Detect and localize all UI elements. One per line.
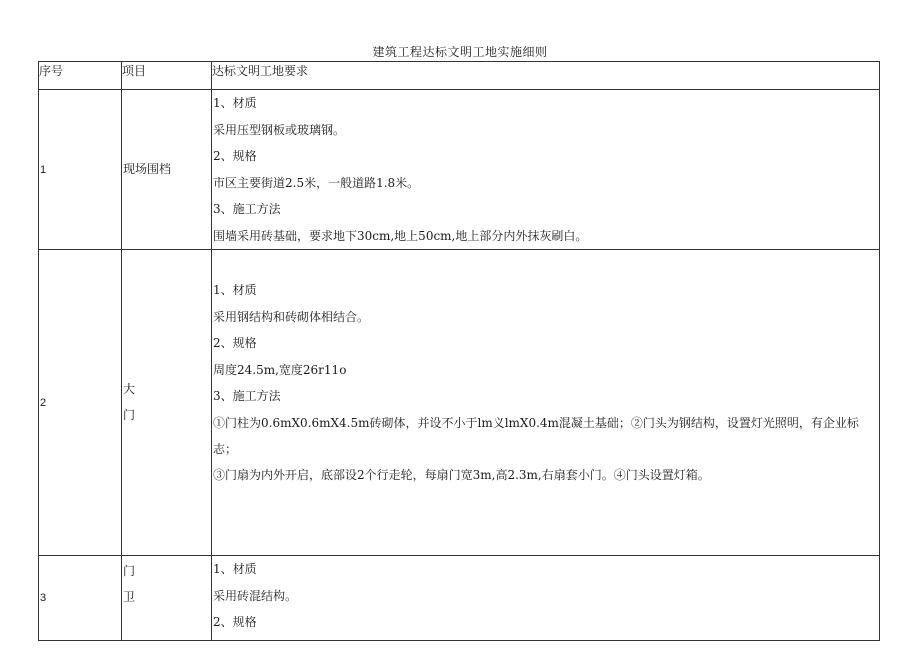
requirement-line: 2、规格 [213, 149, 257, 163]
requirement-line: 3、施工方法 [213, 202, 281, 216]
row-item: 现场围档 [122, 90, 212, 250]
row-seq: 3 [39, 556, 122, 641]
item-char: 门 [123, 564, 136, 578]
requirement-line: ①门柱为0.6mX0.6mX4.5m砖砌体，并设不小于lm义lmX0.4m混凝土基础；②门头为钢结构，设置灯光照明，有企业标志； [213, 415, 859, 456]
header-requirements: 达标文明工地要求 [212, 62, 880, 90]
requirement-line: 1、材质 [213, 96, 257, 110]
requirement-line: 采用钢结构和砖砌体相结合。 [213, 309, 370, 324]
requirement-line: 2、规格 [213, 615, 257, 629]
requirement-line: 围墙采用砖基础，要求地下30cm,地上50cm,地上部分内外抹灰刷白。 [213, 228, 588, 243]
requirement-line: 周度24.5m,宽度26r11o [213, 362, 347, 377]
requirement-line: 采用压型钢板或玻璃钢。 [213, 122, 346, 137]
item-char: 大 [123, 381, 136, 396]
row-requirements [212, 90, 880, 250]
requirement-line: ③门扇为内外开启，底部设2个行走轮，每扇门宽3m,高2.3m,右扇套小门。④门头设置灯箱。 [213, 467, 710, 482]
requirement-line: 采用砖混结构。 [213, 588, 298, 603]
requirements-table [38, 61, 880, 641]
row-requirements [212, 250, 880, 556]
table-header-row [39, 62, 880, 90]
table-row [39, 556, 880, 641]
document-title: 建筑工程达标文明工地实施细则 [372, 45, 548, 59]
item-char: 门 [123, 407, 136, 422]
item-char: 卫 [123, 590, 136, 604]
row-seq: 2 [39, 250, 122, 556]
table-row [39, 90, 880, 250]
requirement-line: 3、施工方法 [213, 389, 281, 403]
header-seq: 序号 [39, 62, 122, 90]
requirement-line: 2、规格 [213, 336, 257, 350]
row-item [122, 250, 212, 556]
requirement-line: 1、材质 [213, 562, 257, 576]
header-item: 项目 [122, 62, 212, 90]
row-item [122, 556, 212, 641]
row-requirements [212, 556, 880, 641]
requirement-line: 1、材质 [213, 283, 257, 297]
row-seq: 1 [39, 90, 122, 250]
table-row [39, 250, 880, 556]
requirement-line: 市区主要街道2.5米，一般道路1.8米。 [213, 175, 420, 190]
